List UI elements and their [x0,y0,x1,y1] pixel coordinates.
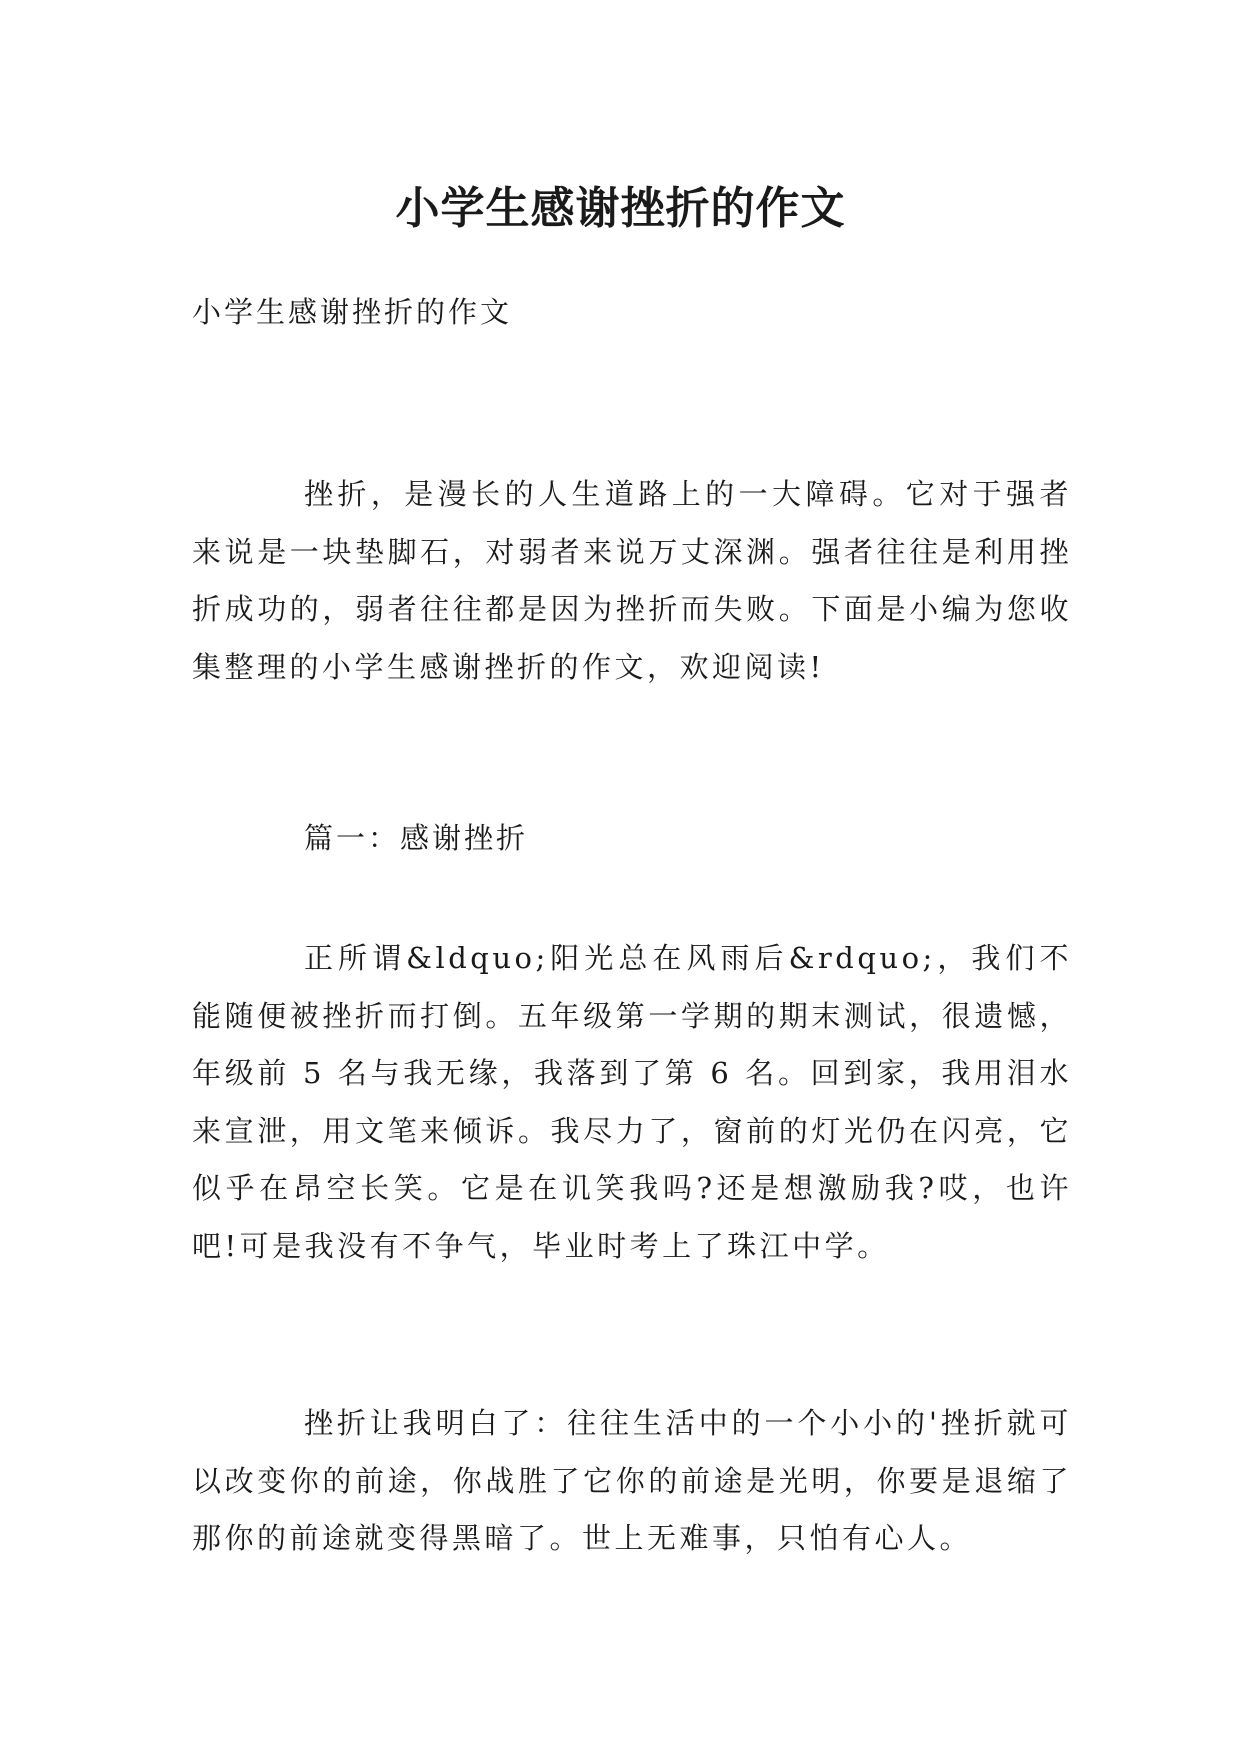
document-title: 小学生感谢挫折的作文 [395,183,846,235]
intro-paragraph: 挫折，是漫长的人生道路上的一大障碍。它对于强者来说是一块垫脚石，对弱者来说万丈深渊。强者往往是利用挫折成功的，弱者往往都是因为挫折而失败。下面是小编为您收集整理的小学生感谢挫折的作文，欢迎阅读! [192,477,1072,684]
section-heading: 篇一：感谢挫折 [304,821,529,855]
body-paragraph-2: 挫折让我明白了：往往生活中的一个小小的'挫折就可以改变你的前途，你战胜了它你的前途是光明，你要是退缩了那你的前途就变得黑暗了。世上无难事，只怕有心人。 [192,1406,1072,1556]
document-subtitle: 小学生感谢挫折的作文 [192,295,513,329]
body-paragraph-1: 正所谓&ldquo;阳光总在风雨后&rdquo;，我们不能随便被挫折而打倒。五年级第一学期的期末测试，很遗憾，年级前 5 名与我无缘，我落到了第 6 名。回到家，我用泪水来宣泄，用文笔来倾诉。我尽力了，窗前的灯光仍在闪亮，它似乎在昂空长笑。它是在讥笑我吗?还是想激励我?哎，也许吧!可是我没有不争气，毕业时考上了珠江中学。 [192,941,1072,1263]
